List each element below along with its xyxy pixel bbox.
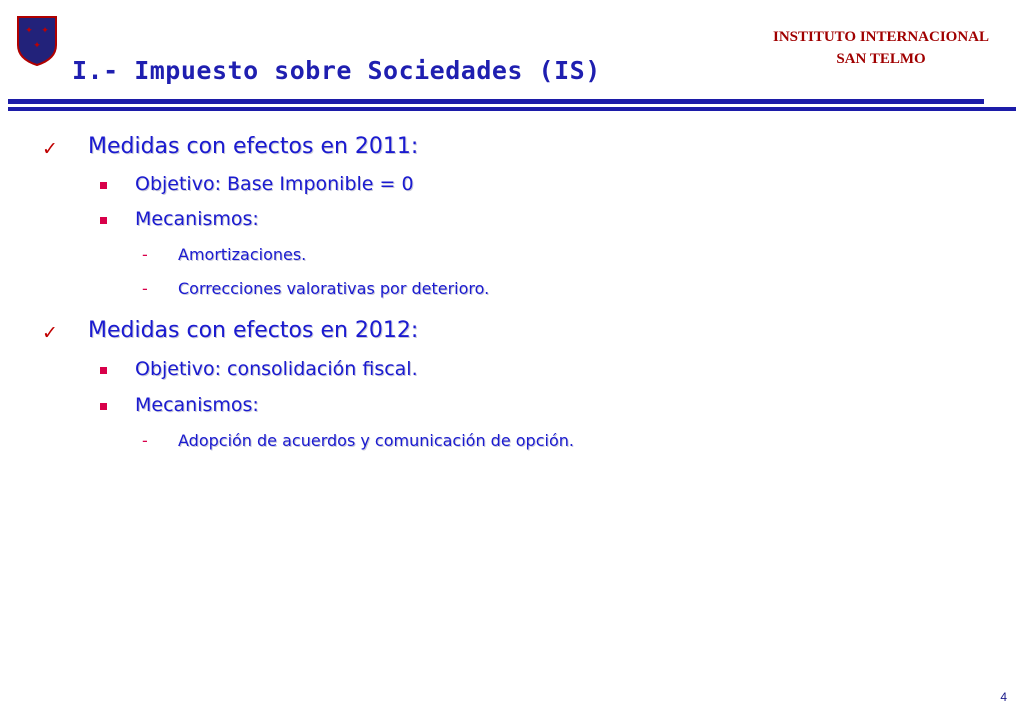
dash-bullet-icon: - (142, 245, 148, 264)
dash-bullet-icon: - (142, 279, 148, 298)
objective-text: Objetivo: consolidación fiscal. (135, 358, 418, 380)
svg-text:✦: ✦ (25, 26, 33, 36)
objective-text: Objetivo: Base Imponible = 0 (135, 173, 414, 195)
square-bullet-icon (100, 403, 107, 410)
square-bullet-icon (100, 217, 107, 224)
checkmark-icon: ✓ (42, 138, 58, 160)
mechanism-item: Adopción de acuerdos y comunicación de opción. (178, 431, 574, 450)
institution-name (751, 26, 1011, 70)
page-number: 4 (1000, 690, 1007, 704)
section-heading: Medidas con efectos en 2011: (88, 134, 419, 159)
mechanisms-label: Mecanismos: (135, 208, 259, 230)
header-divider-bottom (8, 107, 1016, 111)
svg-text:✦: ✦ (33, 41, 41, 51)
shield-crest-icon (16, 15, 58, 67)
section-heading: Medidas con efectos en 2012: (88, 318, 419, 343)
mechanism-item: Correcciones valorativas por deterioro. (178, 279, 490, 298)
square-bullet-icon (100, 367, 107, 374)
institution-line-1: INSTITUTO INTERNACIONAL (772, 29, 990, 45)
checkmark-icon: ✓ (42, 322, 58, 344)
mechanisms-label: Mecanismos: (135, 394, 259, 416)
square-bullet-icon (100, 182, 107, 189)
institution-line-2: SAN TELMO (836, 51, 926, 67)
header-divider-top (8, 99, 984, 104)
page-title: I.- Impuesto sobre Sociedades (IS) (72, 56, 601, 85)
mechanism-item: Amortizaciones. (178, 245, 307, 264)
svg-text:✦: ✦ (41, 26, 49, 36)
dash-bullet-icon: - (142, 431, 148, 450)
